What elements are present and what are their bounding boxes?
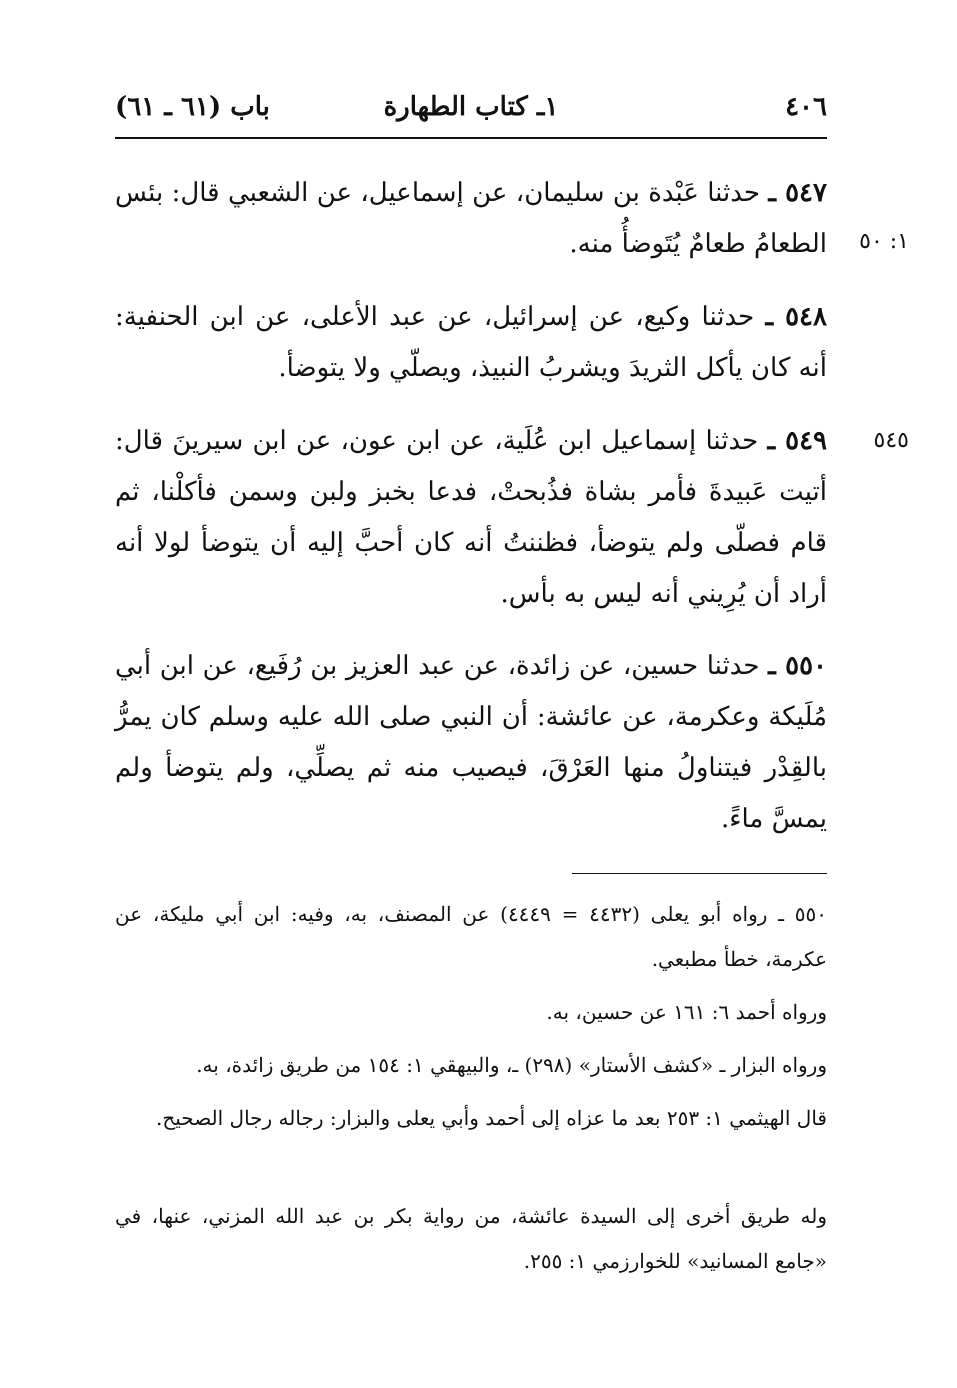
- hadith-547: [115, 168, 827, 270]
- footnote: وله طريق أخرى إلى السيدة عائشة، من رواية بكر بن عبد الله المزني، عنها، في «جامع المسانيد» للخوارزمي ١: ٢٥٥.: [115, 1204, 827, 1273]
- hadith-text: حدثنا عَبْدة بن سليمان، عن إسماعيل، عن الشعبي قال: بئس الطعامُ طعامٌ يُتَوضأُ منه.: [115, 178, 827, 259]
- hadith-text: حدثنا إسماعيل ابن عُلَية، عن ابن عون، عن ابن سيرينَ قال: أتيت عَبيدةَ فأمر بشاة فذُبحتْ، فدعا بخبز ولبن وسمن فأكلْنا، ثم قام فصلّى ولم يتوضأ، فظننتُ أنه كان أحبَّ إليه أن يتوضأ لولا أنه أراد أن يُرِيني أنه ليس به بأس.: [115, 426, 827, 609]
- hadith-549: [115, 416, 827, 620]
- footnote: ٥٥٠ ـ رواه أبو يعلى (٤٤٣٢ = ٤٤٤٩) عن المصنف، به، وفيه: ابن أبي مليكة، عن عكرمة، خطأ مطبعي.: [115, 902, 827, 971]
- hadith-text: حدثنا وكيع، عن إسرائيل، عن عبد الأعلى، عن ابن الحنفية: أنه كان يأكل الثريدَ ويشربُ النبيذ، ويصلّي ولا يتوضأ.: [115, 302, 827, 383]
- footnote: ورواه البزار ـ «كشف الأستار» (٢٩٨) ـ، والبيهقي ١: ١٥٤ من طريق زائدة، به.: [196, 1053, 827, 1077]
- page-number: ٤٠٦: [785, 92, 827, 122]
- margin-reference: ١: ٥٠: [859, 229, 909, 254]
- hadith-number: ٥٤٧ ـ: [768, 178, 827, 208]
- margin-reference: ٥٤٥: [873, 428, 909, 453]
- footnote-divider: [572, 873, 827, 874]
- hadith-548: [115, 292, 827, 394]
- hadith-number: ٥٤٨ ـ: [765, 302, 827, 332]
- hadith-550: [115, 641, 827, 845]
- page-header: [115, 92, 827, 132]
- footnote: قال الهيثمي ١: ٢٥٣ بعد ما عزاه إلى أحمد وأبي يعلى والبزار: رجاله رجال الصحيح.: [155, 1106, 827, 1130]
- footnote: ورواه أحمد ٦: ١٦١ عن حسين، به.: [546, 1000, 827, 1024]
- hadith-text: حدثنا حسين، عن زائدة، عن عبد العزيز بن رُفَيع، عن ابن أبي مُلَيكة وعكرمة، عن عائشة: أن النبي صلى الله عليه وسلم كان يمرُّ بالقِدْر فيتناولُ منها العَرْقَ، فيصيب منه ثم يصلِّي، ولم يتوضأ ولم يمسَّ ماءً.: [115, 651, 827, 834]
- chapter-heading: باب (٦١ ـ ٦١): [115, 92, 270, 122]
- book-title: ١ـ كتاب الطهارة: [383, 92, 559, 122]
- header-divider: [115, 137, 827, 139]
- hadith-number: ٥٤٩ ـ: [767, 426, 828, 456]
- hadith-number: ٥٥٠ ـ: [768, 651, 828, 681]
